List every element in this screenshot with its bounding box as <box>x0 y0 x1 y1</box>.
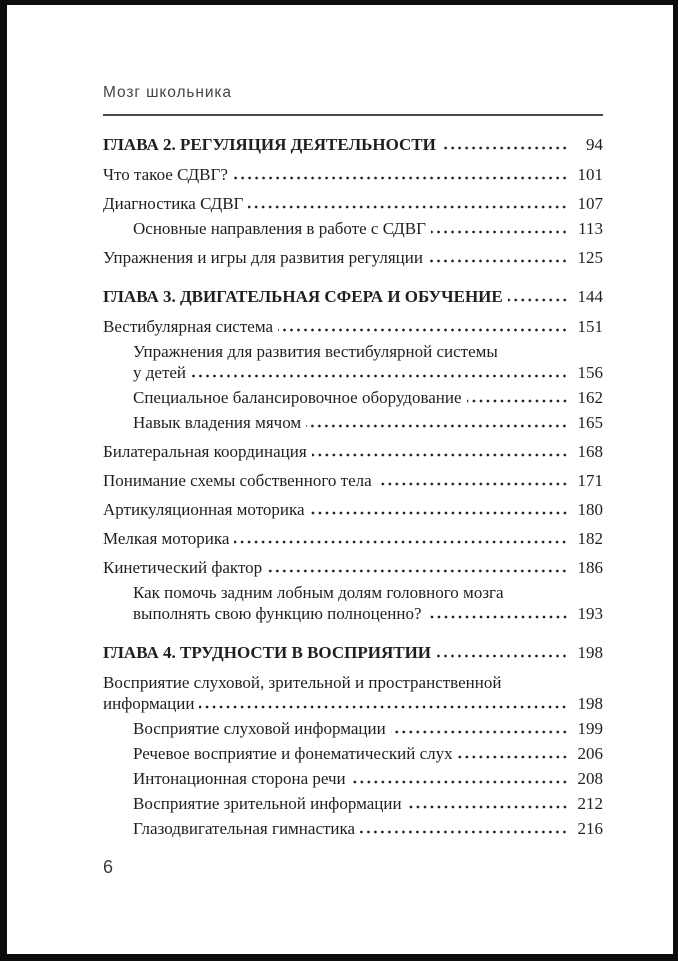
toc-entry-lines <box>133 341 603 383</box>
toc-entry-row <box>133 387 603 408</box>
toc-entry-row <box>133 362 603 383</box>
toc-entry-title: ГЛАВА 3. ДВИГАТЕЛЬНАЯ СФЕРА И ОБУЧЕНИЕ <box>103 287 503 306</box>
toc-entry-title: Мелкая моторика <box>103 529 230 548</box>
dot-leader <box>267 569 568 573</box>
toc-entry-title: ГЛАВА 2. РЕГУЛЯЦИЯ ДЕЯТЕЛЬНОСТИ <box>103 135 436 154</box>
toc-entry-title: Навык владения мячом <box>133 413 302 432</box>
dot-leader <box>351 780 568 784</box>
dot-leader <box>199 705 568 709</box>
toc-entry-title: Упражнения и игры для развития регуляции <box>103 248 423 267</box>
toc-entry <box>103 218 603 239</box>
toc-entry-lines <box>133 387 603 408</box>
toc-entry <box>103 387 603 408</box>
toc-entry <box>103 718 603 739</box>
toc-entry-row <box>103 193 603 214</box>
toc-entry-title: Билатеральная координация <box>103 442 307 461</box>
toc-entry-lines <box>133 582 603 624</box>
toc-entry-page: 206 <box>577 744 603 763</box>
toc-entry <box>103 642 603 663</box>
toc-entry-row <box>133 743 603 764</box>
toc-entry-lines <box>133 718 603 739</box>
toc-entry-lines <box>103 642 603 663</box>
toc-entry-page: 101 <box>577 165 603 184</box>
toc-entry-page: 199 <box>577 719 603 738</box>
toc-entry-title: выполнять свою функцию полноценно? <box>133 604 422 623</box>
dot-leader <box>436 654 568 658</box>
toc-entry-page: 125 <box>577 248 603 267</box>
toc-entry <box>103 557 603 578</box>
toc-entry-title: Специальное балансировочное оборудование <box>133 388 462 407</box>
toc-entry-page: 216 <box>577 819 603 838</box>
dot-leader <box>428 259 568 263</box>
toc-entry-title: Понимание схемы собственного тела <box>103 471 372 490</box>
toc-entry-row <box>133 603 603 624</box>
toc-entry-title: у детей <box>133 363 187 382</box>
page-content <box>103 83 603 878</box>
toc-entry-row <box>103 441 603 462</box>
dot-leader <box>427 615 569 619</box>
toc-entry-title: Восприятие зрительной информации <box>133 794 402 813</box>
toc-entry-page: 198 <box>577 643 603 662</box>
toc-entry-page: 156 <box>577 363 603 382</box>
toc-entry-page: 208 <box>577 769 603 788</box>
toc-entry <box>103 412 603 433</box>
toc-entry-lines <box>103 247 603 268</box>
dot-leader <box>233 176 568 180</box>
toc-entry-page: 113 <box>578 219 603 238</box>
toc-entry-row <box>103 134 603 155</box>
toc-entry-title: Глазодвигательная гимнастика <box>133 819 356 838</box>
toc-entry-page: 198 <box>577 694 603 713</box>
header-rule <box>103 114 603 116</box>
toc-entry <box>103 768 603 789</box>
dot-leader <box>310 511 568 515</box>
toc-entry-lines <box>103 470 603 491</box>
toc-entry <box>103 164 603 185</box>
toc-entry-title: Диагностика СДВГ <box>103 194 244 213</box>
toc-entry-lines <box>103 134 603 155</box>
toc-entry-row <box>103 286 603 307</box>
dot-leader <box>234 540 568 544</box>
toc-entry-row <box>103 470 603 491</box>
toc-entry-lines <box>133 218 603 239</box>
toc-entry-page: 107 <box>577 194 603 213</box>
dot-leader <box>407 805 568 809</box>
toc-entry-title: информации <box>103 694 195 713</box>
toc-entry <box>103 672 603 714</box>
toc-entry <box>103 193 603 214</box>
toc-entry-page: 182 <box>577 529 603 548</box>
toc-entry-row <box>103 557 603 578</box>
dot-leader <box>467 399 568 403</box>
toc-entry-page: 94 <box>586 135 603 154</box>
toc-entry-lines <box>103 316 603 337</box>
dot-leader <box>377 482 568 486</box>
toc-entry-lines <box>133 818 603 839</box>
toc-entry-row <box>103 247 603 268</box>
dot-leader <box>312 453 568 457</box>
toc-entry-lines <box>103 193 603 214</box>
toc-entry-page: 168 <box>577 442 603 461</box>
page-number: 6 <box>103 857 114 877</box>
dot-leader <box>306 424 568 428</box>
toc-entry-page: 144 <box>577 287 603 306</box>
toc-entry <box>103 341 603 383</box>
toc-entry-lines <box>103 528 603 549</box>
toc-entry-row <box>103 164 603 185</box>
toc-entry <box>103 134 603 155</box>
toc-entry-page: 171 <box>577 471 603 490</box>
toc-entry-lines <box>103 672 603 714</box>
toc-entry-row <box>103 693 603 714</box>
toc-entry-title: Восприятие слуховой информации <box>133 719 386 738</box>
toc-entry-row <box>103 528 603 549</box>
toc-entry <box>103 499 603 520</box>
toc-entry <box>103 247 603 268</box>
toc-entry-lines <box>133 743 603 764</box>
dot-leader <box>191 374 568 378</box>
toc-entry-row <box>133 218 603 239</box>
toc-entry <box>103 818 603 839</box>
toc-entry <box>103 286 603 307</box>
toc-entry-title: Что такое СДВГ? <box>103 165 228 184</box>
toc-entry-page: 165 <box>577 413 603 432</box>
toc-entry <box>103 316 603 337</box>
toc-entry-title-line: Восприятие слуховой, зрительной и пространственной <box>103 673 502 692</box>
toc-entry-row <box>133 412 603 433</box>
toc-entry-page: 162 <box>577 388 603 407</box>
toc-entry-lines <box>133 793 603 814</box>
toc-entry <box>103 528 603 549</box>
toc-entry-page: 180 <box>577 500 603 519</box>
toc-entry <box>103 793 603 814</box>
toc-entry-lines <box>133 412 603 433</box>
toc-entry <box>103 743 603 764</box>
dot-leader <box>508 298 568 302</box>
toc-entry <box>103 582 603 624</box>
toc-entry-row <box>133 718 603 739</box>
toc-entry-row <box>133 818 603 839</box>
toc-entry-title: Вестибулярная система <box>103 317 273 336</box>
toc-entry-page: 193 <box>577 604 603 623</box>
dot-leader <box>278 328 568 332</box>
toc-entry <box>103 470 603 491</box>
dot-leader <box>458 755 568 759</box>
toc-entry-title: Основные направления в работе с СДВГ <box>133 219 426 238</box>
toc-entry-title: Кинетический фактор <box>103 558 263 577</box>
toc-entry-page: 186 <box>577 558 603 577</box>
toc-entry-title-line: Как помочь задним лобным долям головного мозга <box>133 583 504 602</box>
dot-leader <box>441 146 568 150</box>
toc-entry-row <box>103 642 603 663</box>
toc-entry-page: 212 <box>577 794 603 813</box>
toc-entry-row <box>103 499 603 520</box>
dot-leader <box>360 830 568 834</box>
toc-entry-lines <box>103 441 603 462</box>
toc-entry-title: ГЛАВА 4. ТРУДНОСТИ В ВОСПРИЯТИИ <box>103 643 432 662</box>
toc-entry-title: Речевое восприятие и фонематический слух <box>133 744 453 763</box>
toc-entry-row <box>103 316 603 337</box>
toc-entry-lines <box>103 499 603 520</box>
toc-entry-title-line: Упражнения для развития вестибулярной системы <box>133 342 498 361</box>
toc-entry-page: 151 <box>577 317 603 336</box>
dot-leader <box>391 730 568 734</box>
toc-entry-lines <box>133 768 603 789</box>
toc-entry-lines <box>103 557 603 578</box>
toc-entry-row <box>133 793 603 814</box>
toc-entry-lines <box>103 164 603 185</box>
running-head: Мозг школьника <box>103 84 232 101</box>
toc-entry <box>103 441 603 462</box>
toc-list <box>103 134 603 839</box>
dot-leader <box>248 205 568 209</box>
toc-entry-lines <box>103 286 603 307</box>
dot-leader <box>431 230 568 234</box>
toc-entry-title: Интонационная сторона речи <box>133 769 346 788</box>
toc-entry-row <box>133 768 603 789</box>
toc-entry-title: Артикуляционная моторика <box>103 500 305 519</box>
